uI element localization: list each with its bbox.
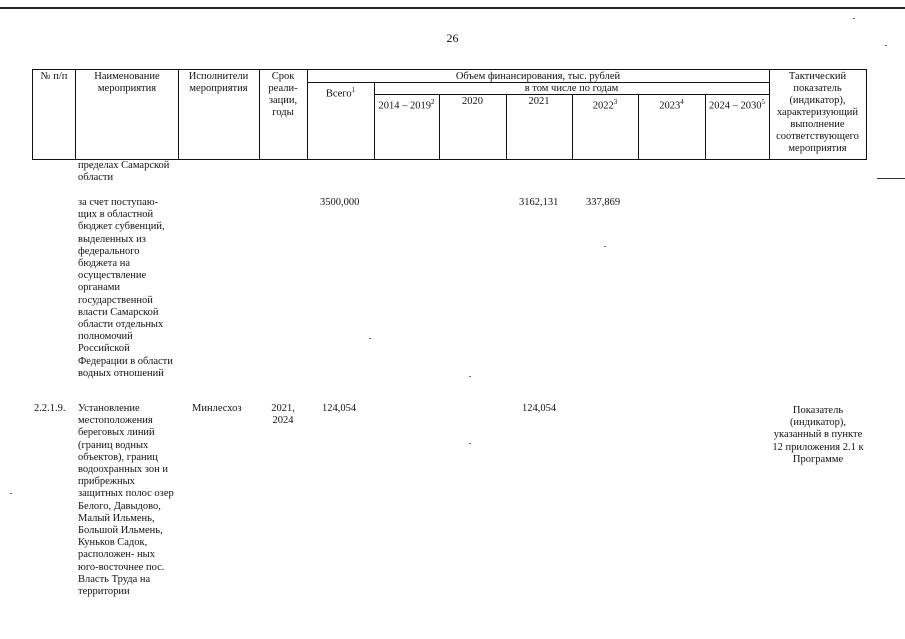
row-2219-2021: 124,054: [522, 403, 557, 414]
header-total-label: Всего: [325, 88, 352, 100]
header-executors: Исполнители мероприятия: [188, 71, 249, 94]
scan-speck: [369, 338, 371, 339]
header-no: № п/п: [40, 71, 68, 82]
scan-speck: [885, 45, 887, 46]
col-line-1: [75, 69, 76, 160]
header-2023-label: 2023: [659, 100, 681, 112]
scan-speck: [853, 18, 855, 19]
header-indicator: Тактический показатель (индикатор), характеризующий выполнение соответствующего мероприятия: [776, 71, 859, 154]
header-total-sup: 1: [351, 86, 356, 94]
col-line-12: [866, 69, 867, 160]
scan-speck: [469, 376, 471, 377]
header-2023: [638, 96, 705, 113]
header-by-years: в том числе по годам: [524, 83, 619, 94]
header-2022-sup: 3: [613, 98, 618, 106]
header-top-line: [32, 69, 866, 70]
header-2014-2019-label: 2014 – 2019: [378, 100, 431, 112]
header-2024-2030-sup: 5: [761, 98, 765, 106]
col-line-3: [259, 69, 260, 160]
right-margin-line: [877, 178, 905, 179]
header-total: [308, 84, 373, 101]
header-2014-2019-sup: 2: [431, 98, 435, 106]
header-2024-2030-label: 2024 – 2030: [709, 100, 762, 112]
col-line-2: [178, 69, 179, 160]
col-line-11: [769, 69, 770, 160]
scan-speck: [10, 493, 12, 494]
row-2219-indicator: Показатель (индикатор), указанный в пункте 12 приложения 2.1 к Программе: [772, 405, 864, 465]
row-2219-name: Установление местоположения береговых линий (границ водных объектов), границ водоохранных зон и прибрежных защитных полос озер Белого, Давыдово, Малый Ильмень, Большой Ильмень, Куньков Садок, расположен- ных юго-восточнее пос. Власть Труда на территории: [78, 403, 174, 598]
page-number: 26: [446, 31, 459, 45]
header-2020: 2020: [462, 96, 483, 107]
subsidy-row-2022: 337,869: [586, 197, 621, 208]
subsidy-row-name: за счет поступаю- щих в областной бюджет субвенций, выделенных из федерального бюджета на осуществление органами государственной власти Самарской области отдельных полномочий Российской Федерации в области водных отношений: [78, 197, 173, 379]
header-2024-2030: [705, 96, 769, 113]
row-2219-term: 2021, 2024: [271, 403, 295, 427]
header-term: Срок реали- зации, годы: [268, 71, 298, 118]
scan-speck: [604, 246, 606, 247]
header-2021: 2021: [528, 96, 550, 107]
header-funding: Объем финансирования, тыс. рублей: [455, 71, 621, 82]
header-2022: [572, 96, 638, 113]
row-2219-executor: Минлесхоз: [192, 403, 242, 414]
row-2219-total: 124,054: [322, 403, 357, 414]
header-2022-label: 2022: [592, 100, 614, 112]
header-name: Наименование мероприятия: [94, 71, 160, 94]
subsidy-row-total: 3500,000: [320, 197, 360, 208]
scan-speck: [469, 443, 471, 444]
header-2023-sup: 4: [680, 98, 684, 106]
row-2219-no: 2.2.1.9.: [34, 403, 66, 414]
header-2014-2019: [374, 96, 439, 113]
continued-name-text: пределах Самарской области: [78, 160, 170, 184]
col-line-0: [32, 69, 33, 160]
subsidy-row-2021: 3162,131: [519, 197, 559, 208]
top-border-line: [0, 7, 905, 9]
